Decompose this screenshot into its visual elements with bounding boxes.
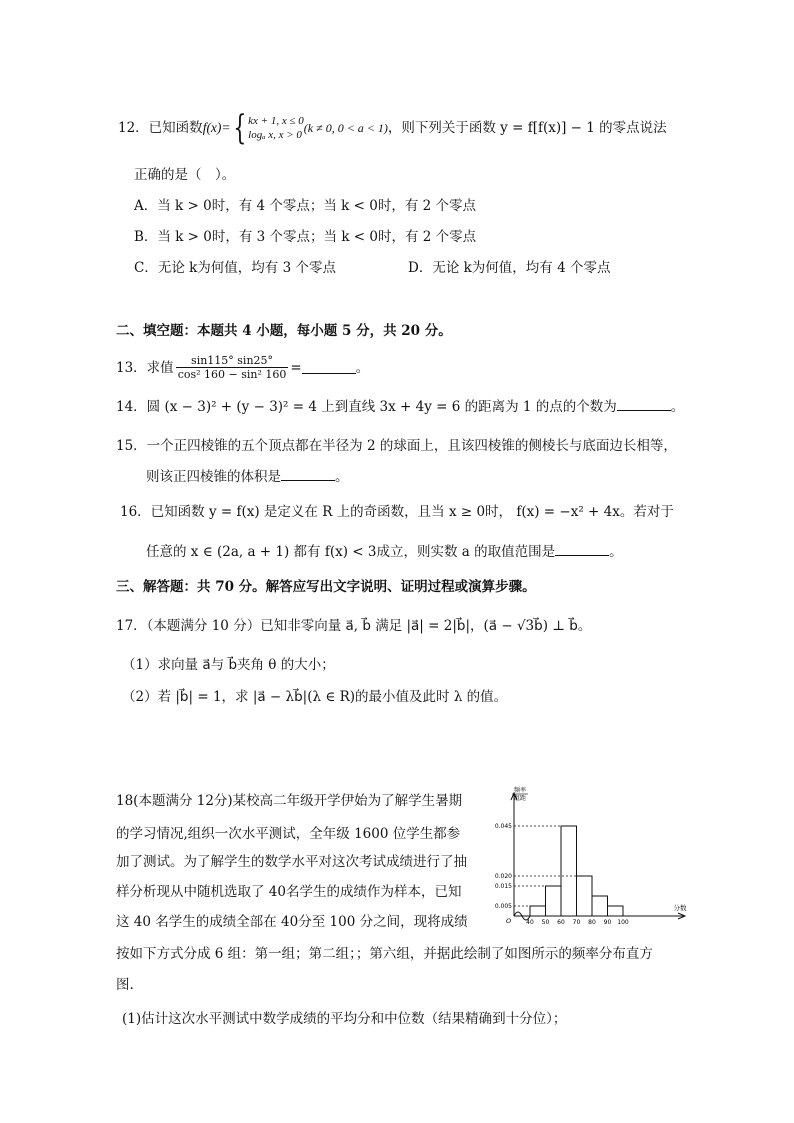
q16-text: 任意的 x ∈ (2a, a + 1) 都有 f(x) < 3成立，则实数 a 的取值范围是 — [146, 544, 556, 560]
x-tick-label: 40 — [526, 919, 534, 926]
q13 — [116, 354, 369, 381]
q12-case1: kx + 1, x ≤ 0 — [248, 115, 304, 127]
q16-end: 。 — [609, 544, 623, 560]
x-tick-label: 50 — [541, 919, 550, 926]
q18-line-4: 样分析现从中随机选取了 40名学生的成绩作为样本，已知 — [116, 884, 462, 900]
q12-option-a: A．当 k > 0时，有 4 个零点；当 k < 0时，有 2 个零点 — [134, 198, 477, 214]
q12-case2: logₐ x, x > 0 — [248, 129, 302, 141]
q14-answer-blank[interactable] — [617, 398, 671, 411]
histogram-bar — [546, 886, 562, 916]
q18-line-6: 按如下方式分成 6 组：第一组；第二组；；第六组，并据此绘制了如图所示的频率分布直方 — [116, 946, 653, 962]
x-tick-label: 60 — [557, 919, 565, 926]
q13-answer-blank[interactable] — [302, 361, 356, 374]
y-tick-label: 0.045 — [494, 823, 512, 830]
q18-line-3: 加了测试。为了解学生的数学水平对这次考试成绩进行了抽 — [116, 854, 467, 870]
q18-line-2: 的学习情况,组织一次水平测试，全年级 1600 位学生都参 — [116, 826, 461, 842]
q18-line-1: 18(本题满分 12分)某校高二年级开学伊始为了解学生暑期 — [116, 793, 463, 809]
q12-line1 — [118, 108, 667, 148]
q12-condition: (k ≠ 0, 0 < a < 1) — [303, 121, 388, 135]
q13-denominator: cos² 160 − sin² 160 — [177, 368, 287, 381]
q12-option-d: D．无论 k为何值，均有 4 个零点 — [408, 260, 611, 276]
y-label-top: 频率 — [513, 787, 527, 794]
histogram-axes — [511, 793, 685, 920]
q16-line1: 16．已知函数 y = f(x) 是定义在 R 上的奇函数，且当 x ≥ 0时， f(x) = −x² + 4x。若对于 — [120, 504, 674, 520]
q14 — [116, 398, 684, 416]
x-tick-label: 90 — [603, 919, 612, 926]
y-tick-label: 0.015 — [494, 883, 512, 890]
q17-part2: （2）若 |b⃗| = 1，求 |a⃗ − λb⃗|(λ ∈ R)的最小值及此时 λ 的值。 — [122, 689, 508, 705]
q17-line1: 17．（本题满分 10 分）已知非零向量 a⃗, b⃗ 满足 |a⃗| = 2|b⃗|，(a⃗ − √3b⃗) ⊥ b⃗。 — [116, 618, 592, 634]
q13-prefix: 13．求值 — [116, 359, 174, 376]
q13-numerator: sin115° sin25° — [176, 354, 289, 368]
histogram-bars — [530, 826, 623, 916]
q15-answer-blank[interactable] — [281, 468, 335, 481]
histogram-bar — [530, 906, 546, 916]
q17-part1: （1）求向量 a⃗与 b⃗夹角 θ 的大小； — [122, 657, 335, 673]
q16-line2 — [146, 543, 623, 561]
x-label: 分数 — [673, 904, 687, 912]
histogram-bar — [577, 876, 593, 916]
y-tick-label: 0.020 — [494, 873, 512, 880]
y-tick-label: 0.005 — [494, 903, 512, 910]
q13-end: 。 — [355, 359, 370, 376]
frequency-histogram — [484, 780, 699, 940]
q13-equals: = — [290, 359, 302, 376]
q12-prefix: 12．已知函数 — [118, 120, 203, 136]
q15-line1: 15．一个正四棱锥的五个顶点都在半径为 2 的球面上，且该四棱锥的侧棱长与底面边长相等， — [116, 438, 677, 454]
q16-answer-blank[interactable] — [555, 543, 609, 556]
q15-end: 。 — [335, 469, 349, 485]
q12-fx: f(x)= — [202, 120, 231, 135]
section3-heading: 三、解答题：共 70 分。解答应写出文字说明、证明过程或演算步骤。 — [116, 579, 536, 595]
q18-line-5: 这 40 名学生的成绩全部在 40分至 100 分之间，现将成绩 — [116, 914, 468, 930]
x-tick-label: 70 — [572, 919, 581, 926]
x-tick-label: 100 — [617, 919, 629, 926]
q12-brace: { — [232, 108, 246, 148]
x-tick-label: 80 — [588, 919, 596, 926]
q12-cases — [248, 114, 304, 142]
q12-option-c: C．无论 k为何值，均有 3 个零点 — [134, 260, 336, 276]
q18-part1: (1)估计这次水平测试中数学成绩的平均分和中位数（结果精确到十分位）； — [122, 1011, 567, 1027]
q12-suffix: ，则下列关于函数 y = f[f(x)] − 1 的零点说法 — [387, 120, 667, 136]
q15-text: 则该正四棱锥的体积是 — [146, 469, 281, 485]
y-label-bottom: 组距 — [513, 795, 527, 802]
histogram-bar — [608, 906, 624, 916]
histogram-bar — [561, 826, 577, 916]
q14-text: 14．圆 (x − 3)² + (y − 3)² = 4 上到直线 3x + 4y = 6 的距离为 1 的点的个数为 — [116, 399, 617, 415]
q15-line2 — [146, 468, 349, 486]
q13-fraction — [176, 354, 289, 381]
origin-label: O — [506, 917, 512, 925]
q12-option-b: B．当 k > 0时，有 3 个零点；当 k < 0时，有 2 个零点 — [134, 229, 477, 245]
section2-heading: 二、填空题：本题共 4 小题，每小题 5 分，共 20 分。 — [116, 323, 452, 339]
q18-line-7: 图. — [116, 977, 134, 993]
q14-end: 。 — [670, 399, 685, 415]
histogram-labels — [495, 786, 687, 926]
q12-line2: 正确的是（ ）。 — [134, 167, 236, 183]
histogram-bar — [592, 896, 608, 916]
